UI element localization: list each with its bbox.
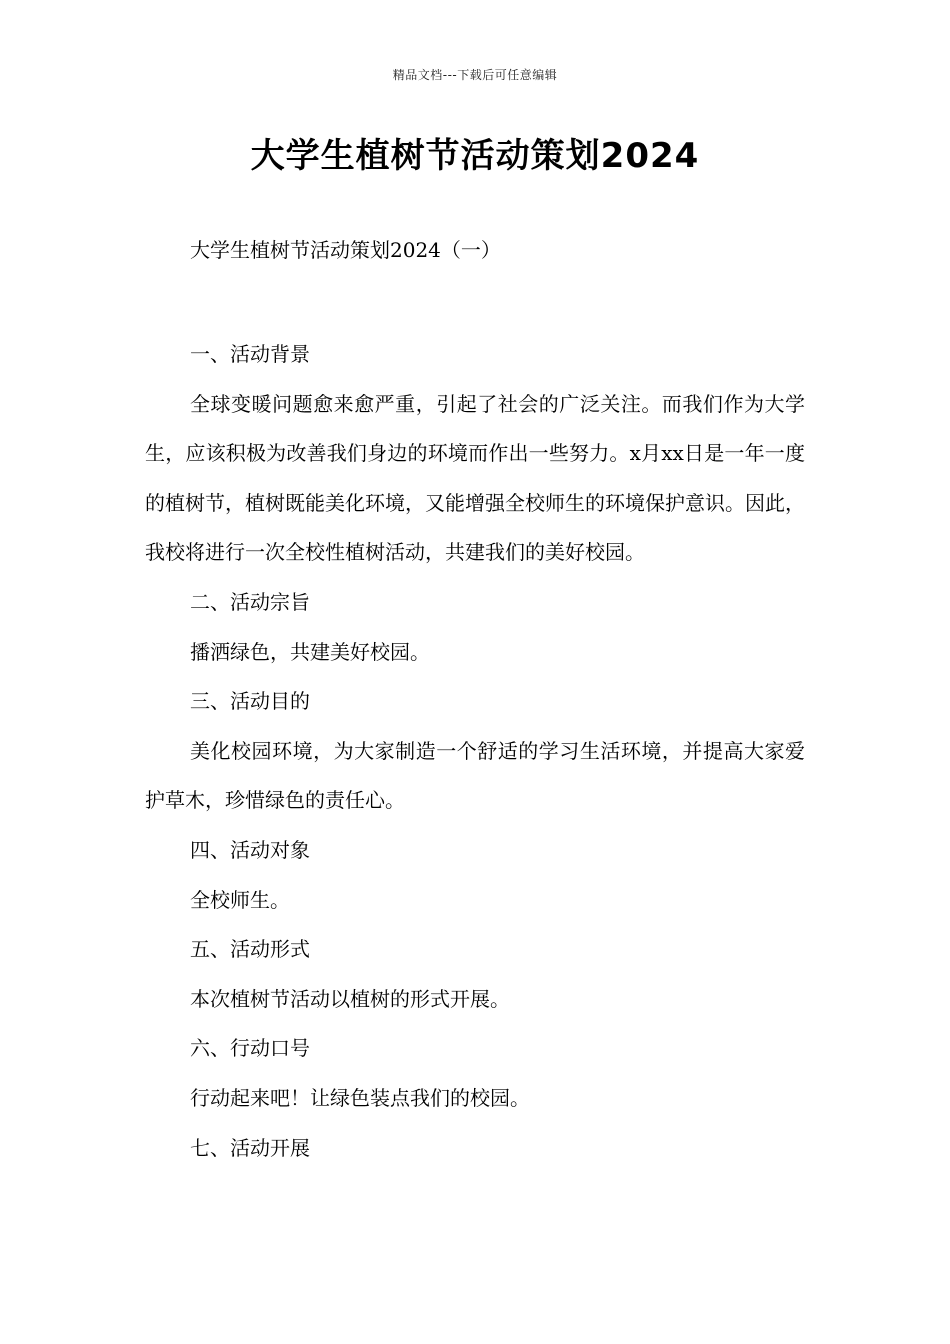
document-title: 大学生植树节活动策划2024 — [250, 136, 700, 176]
section-heading-format: 五、活动形式 — [190, 937, 310, 962]
paragraph-audience: 全校师生。 — [190, 887, 290, 912]
section-heading-goal: 三、活动目的 — [190, 689, 310, 714]
document-subtitle: 大学生植树节活动策划2024（一） — [190, 238, 501, 262]
document-body — [145, 330, 805, 1173]
paragraph-format: 本次植树节活动以植树的形式开展。 — [190, 986, 510, 1011]
paragraph-goal: 美化校园环境，为大家制造一个舒适的学习生活环境，并提高大家爱护草木，珍惜绿色的责任心。 — [145, 738, 805, 813]
header-note: 精品文档---下载后可任意编辑 — [392, 68, 558, 82]
paragraph-purpose: 播洒绿色，共建美好校园。 — [190, 639, 430, 664]
section-heading-activities: 七、活动开展 — [190, 1135, 310, 1160]
section-heading-purpose: 二、活动宗旨 — [190, 589, 310, 614]
paragraph-slogan: 行动起来吧！让绿色装点我们的校园。 — [190, 1085, 530, 1110]
section-heading-slogan: 六、行动口号 — [190, 1036, 310, 1061]
paragraph-background: 全球变暖问题愈来愈严重，引起了社会的广泛关注。而我们作为大学生，应该积极为改善我们身边的环境而作出一些努力。x月xx日是一年一度的植树节，植树既能美化环境，又能增强全校师生的环境保护意识。因此，我校将进行一次全校性植树活动，共建我们的美好校园。 — [145, 391, 805, 565]
section-heading-audience: 四、活动对象 — [190, 837, 310, 862]
section-heading-background: 一、活动背景 — [190, 342, 310, 366]
